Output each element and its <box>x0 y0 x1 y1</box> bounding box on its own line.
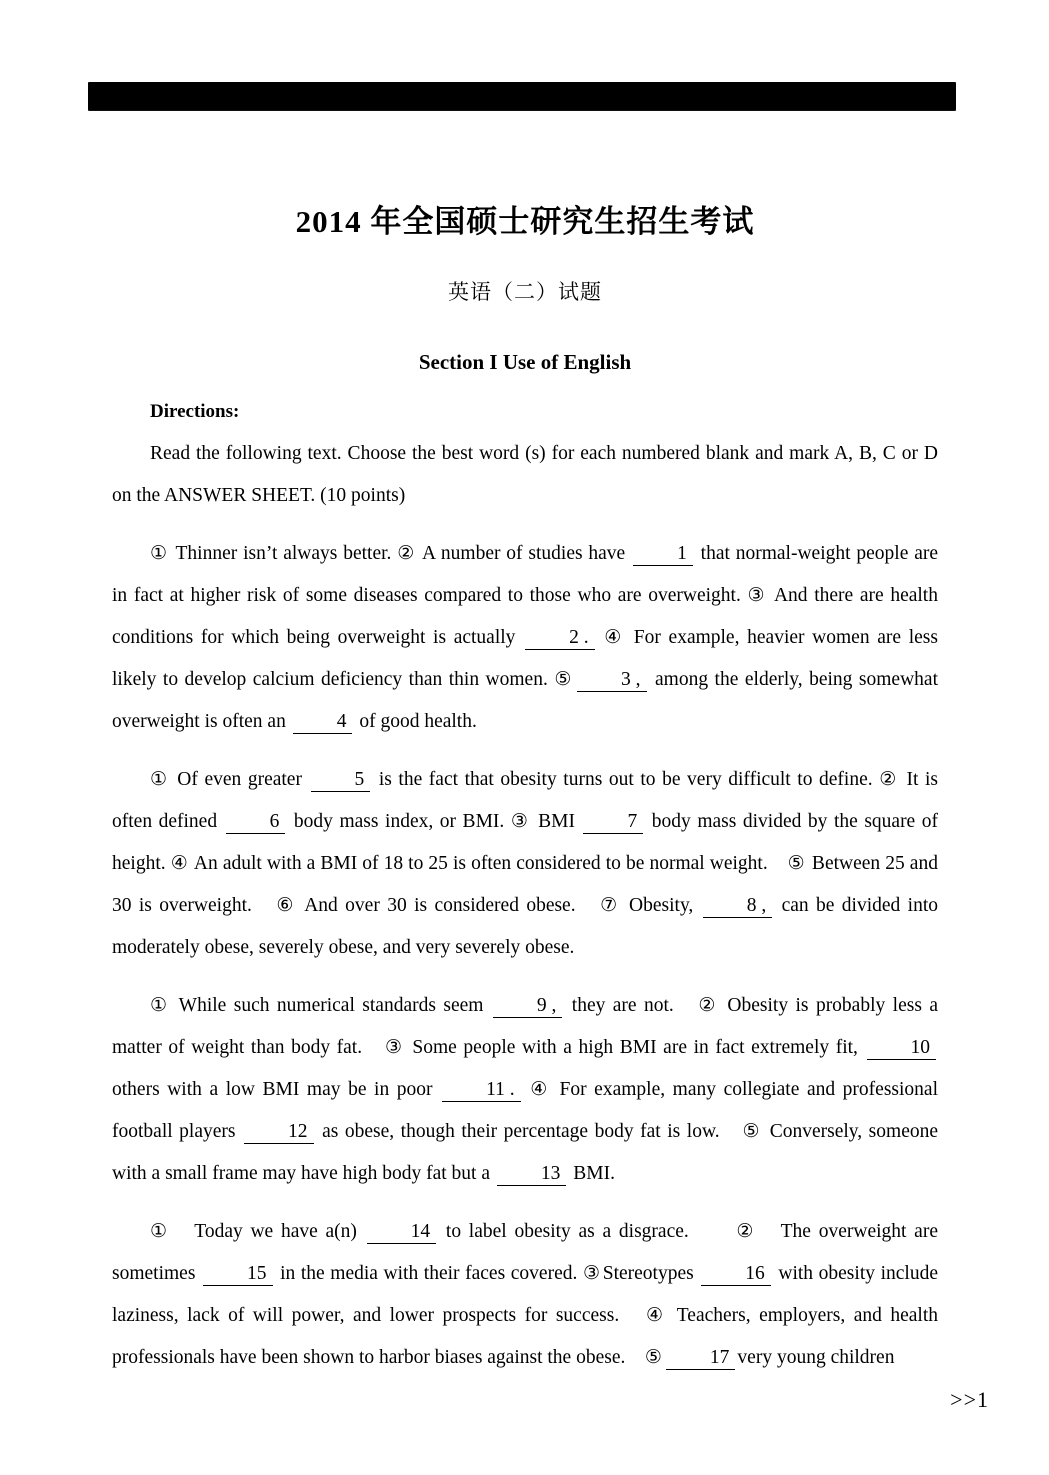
passage-text: And over 30 is considered obese. <box>297 895 601 917</box>
sentence-marker: ⑤ <box>554 669 573 691</box>
passage-text: Obesity, <box>621 895 701 917</box>
answer-blank[interactable]: 13 <box>497 1163 567 1186</box>
passage-paragraph <box>112 759 938 969</box>
sentence-marker: ③ <box>510 811 530 833</box>
sentence-marker: ① <box>150 995 170 1017</box>
answer-blank[interactable]: 11 . <box>442 1079 521 1102</box>
passage-text: For example, many collegiate and professional football players <box>112 1079 938 1143</box>
answer-blank[interactable]: 5 <box>311 769 371 792</box>
passage-body <box>112 533 938 1379</box>
answer-blank[interactable]: 4 <box>293 711 353 734</box>
passage-text: BMI <box>531 811 582 833</box>
sentence-marker: ④ <box>604 627 625 649</box>
passage-text: And there are health conditions for which being overweight is actually <box>112 585 938 649</box>
passage-text: Conversely, someone with a small frame may have high body fat but a <box>112 1121 938 1185</box>
sentence-marker: ① <box>150 1221 170 1243</box>
passage-text: The overweight are sometimes <box>112 1221 938 1285</box>
passage-text: Stereotypes <box>602 1263 700 1285</box>
passage-text: An adult with a BMI of 18 to 25 is often considered to be normal weight. <box>189 853 788 875</box>
directions-text: Read the following text. Choose the best word (s) for each numbered blank and mark A, B, C or D on the ANSWER SHEET. (10 points) <box>112 443 938 507</box>
redacted-header-bar <box>88 82 956 110</box>
answer-blank[interactable]: 17 <box>666 1347 736 1370</box>
answer-blank[interactable]: 1 <box>633 543 693 566</box>
sentence-marker: ⑤ <box>787 853 805 875</box>
answer-blank[interactable]: 8 , <box>703 895 773 918</box>
passage-text: with obesity include laziness, lack of will power, and lower prospects for success. <box>112 1263 938 1327</box>
passage-text: is the fact that obesity turns out to be very difficult to define. <box>372 769 880 791</box>
passage-text: A number of studies have <box>417 543 632 565</box>
sentence-marker: ② <box>736 1221 757 1243</box>
sentence-marker: ③ <box>747 585 767 607</box>
answer-blank[interactable]: 10 <box>867 1037 937 1060</box>
answer-blank[interactable]: 2 . <box>525 627 595 650</box>
passage-text: to label obesity as a disgrace. <box>438 1221 737 1243</box>
sentence-marker: ② <box>879 769 898 791</box>
passage-text: It is often defined <box>112 769 938 833</box>
passage-text: that normal-weight people are in fact at higher risk of some diseases compared to those who are overweight. <box>112 543 939 607</box>
passage-paragraph <box>112 1211 938 1379</box>
passage-text: While such numerical standards seem <box>171 995 491 1017</box>
passage-text: as obese, though their percentage body fat is low. <box>315 1121 743 1143</box>
passage-text: Some people with a high BMI are in fact extremely fit, <box>405 1037 865 1059</box>
answer-blank[interactable]: 14 <box>367 1221 437 1244</box>
page-title: 2014 年全国硕士研究生招生考试 <box>295 204 755 239</box>
sentence-marker: ⑥ <box>276 895 296 917</box>
passage-text: Teachers, employers, and health professionals have been shown to harbor biases against the obese. <box>112 1305 938 1369</box>
passage-text: For example, heavier women are less likely to develop calcium deficiency than thin women. <box>112 627 938 691</box>
sentence-marker: ② <box>397 543 416 565</box>
sentence-marker: ⑤ <box>742 1121 762 1143</box>
sentence-marker: ④ <box>170 853 188 875</box>
answer-blank[interactable]: 15 <box>203 1263 273 1286</box>
passage-paragraph <box>112 985 938 1195</box>
passage-text: Thinner isn’t always better. <box>170 543 398 565</box>
passage-text: in the media with their faces covered. <box>274 1263 583 1285</box>
passage-text: among the elderly, being somewhat overweight is often an <box>112 669 938 733</box>
document-content <box>112 180 938 1379</box>
directions-label: Directions: <box>150 401 240 423</box>
passage-paragraph <box>112 533 938 743</box>
answer-blank[interactable]: 16 <box>701 1263 771 1286</box>
answer-blank[interactable]: 7 <box>583 811 643 834</box>
section-heading: Section I Use of English <box>418 350 632 375</box>
sentence-marker: ⑤ <box>644 1347 662 1369</box>
sentence-marker: ⑦ <box>600 895 620 917</box>
passage-text: can be divided into moderately obese, severely obese, and very severely obese. <box>112 895 938 959</box>
answer-blank[interactable]: 12 <box>244 1121 314 1144</box>
passage-text: very young children <box>737 1347 895 1369</box>
passage-text: body mass index, or BMI. <box>287 811 511 833</box>
passage-text: they are not. <box>564 995 699 1017</box>
answer-blank[interactable]: 6 <box>226 811 286 834</box>
passage-text: Today we have a(n) <box>171 1221 365 1243</box>
passage-text: BMI. <box>568 1163 615 1185</box>
page-subtitle: 英语（二）试题 <box>448 280 602 305</box>
passage-text: body mass divided by the square of height. <box>112 811 939 875</box>
answer-blank[interactable]: 9 , <box>493 995 563 1018</box>
sentence-marker: ④ <box>530 1079 550 1101</box>
passage-text: Between 25 and 30 is overweight. <box>112 853 938 917</box>
page-number: >>1 <box>950 1387 989 1412</box>
sentence-marker: ④ <box>645 1305 667 1327</box>
passage-text: Obesity is probably less a matter of weight than body fat. <box>112 995 939 1059</box>
passage-text: others with a low BMI may be in poor <box>112 1079 441 1101</box>
sentence-marker: ③ <box>582 1263 601 1285</box>
sentence-marker: ① <box>150 543 169 565</box>
passage-text: of good health. <box>354 711 477 733</box>
sentence-marker: ① <box>150 769 169 791</box>
sentence-marker: ③ <box>385 1037 404 1059</box>
sentence-marker: ② <box>698 995 718 1017</box>
passage-text: Of even greater <box>170 769 309 791</box>
answer-blank[interactable]: 3 , <box>577 669 647 692</box>
